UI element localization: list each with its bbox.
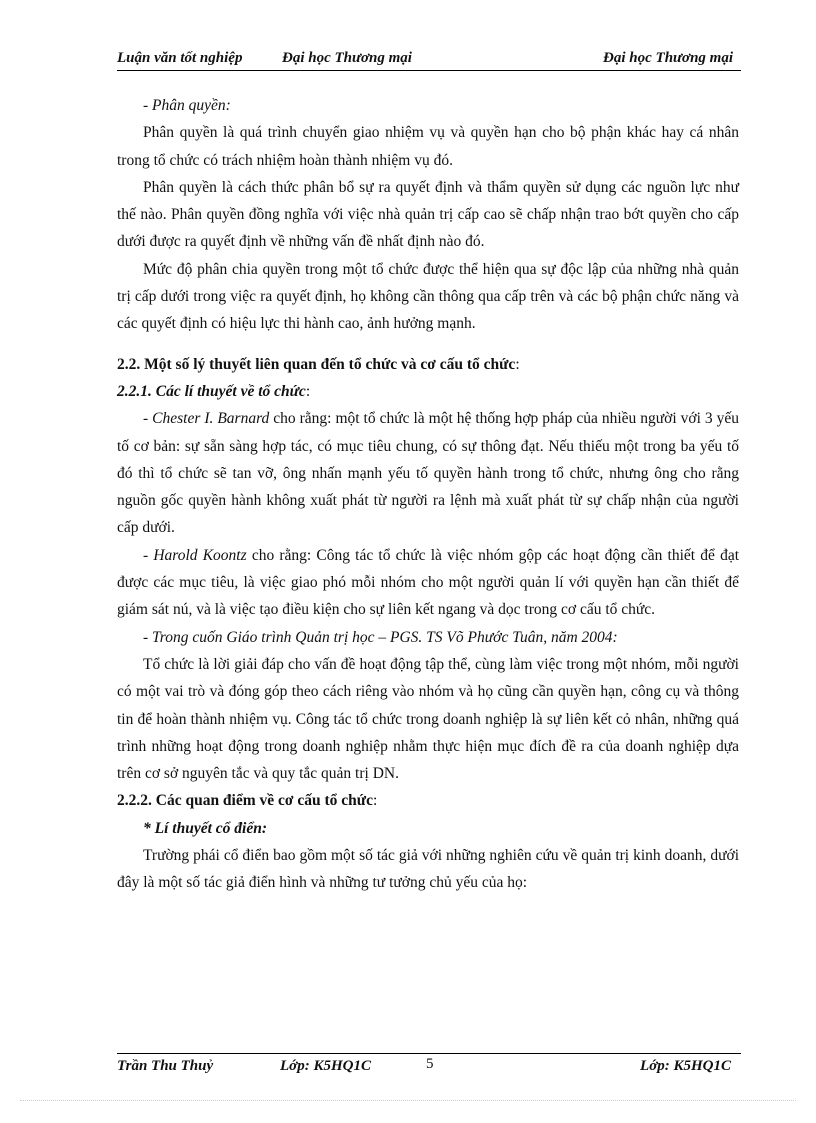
paragraph: Tổ chức là lời giải đáp cho vấn đề hoạt động tập thể, cùng làm việc trong một nhóm, mỗi người có một vai trò và đóng góp theo cách riêng vào nhóm và họ cũng cần quyền hạn, công cụ và thông tin để hoàn thành nhiệm vụ. Công tác tổ chức trong doanh nghiệp là sự liên kết cỏ nhân, những quá trình những hoạt động trong doanh nghiệp nhằm thực hiện mục đích đề ra của doanh nghiệp dựa trên cơ sở nguyên tắc và quy tắc quản trị DN.: [117, 655, 739, 783]
section-heading-2-2-1-text: 2.2.1. Các lí thuyết về tổ chức: [117, 382, 306, 400]
author-koontz: - Harold Koontz: [143, 546, 247, 564]
subheading-phan-quyen: - Phân quyền:: [143, 97, 231, 114]
header-thesis-label: Luận văn tốt nghiệp: [117, 50, 243, 66]
subheading-classical-theory: * Lí thuyết cổ điển:: [143, 819, 267, 837]
section-heading-2-2-2-text: 2.2.2. Các quan điểm về cơ cấu tổ chức: [117, 792, 373, 810]
section-heading-2-2-colon: :: [515, 355, 520, 373]
paragraph-barnard-text: cho rằng: một tổ chức là một hệ thống hợp pháp của nhiều người với 3 yếu tố cơ bản: sự sẵn sàng hợp tác, có mục tiêu chung, có sự thông đạt. Nếu thiếu một trong ba yếu tố đó thì tổ chức sẽ tan vỡ, ông nhấn mạnh yếu tố quyền hành trong tổ chức, nhưng ông cho rằng nguồn gốc quyền hành không xuất phát từ người ra lệnh mà xuất phát từ sự chấp nhận của người cấp dưới.: [117, 410, 740, 537]
page-header: [117, 50, 741, 70]
header-university-left: Đại học Thương mại: [282, 50, 412, 66]
paragraph: Mức độ phân chia quyền trong một tổ chức được thể hiện qua sự độc lập của những nhà quản trị cấp dưới trong việc ra quyết định, họ không cần thông qua cấp trên và các bộ phận chức năng và các quyết định có hiệu lực thi hành cao, ảnh hưởng mạnh.: [117, 260, 739, 333]
paragraph-textbook-reference: - Trong cuốn Giáo trình Quản trị học – PGS. TS Võ Phước Tuân, năm 2004:: [143, 628, 618, 646]
page-footer: [117, 1058, 741, 1078]
paragraph: Trường phái cổ điển bao gồm một số tác giả với những nghiên cứu về quản trị kinh doanh, dưới đây là một số tác giả điển hình và những tư tưởng chủ yếu của họ:: [117, 847, 739, 892]
paragraph-barnard: [117, 405, 739, 541]
section-heading-2-2-1-colon: :: [305, 382, 311, 400]
section-heading-2-2: [117, 351, 739, 378]
paragraph-koontz: [117, 542, 739, 624]
page-bottom-edge: [20, 1100, 796, 1101]
header-university-right: Đại học Thương mại: [603, 50, 733, 66]
footer-author: Trần Thu Thuỷ: [117, 1058, 214, 1074]
section-heading-2-2-text: 2.2. Một số lý thuyết liên quan đến tổ chức và cơ cấu tổ chức: [117, 355, 516, 373]
section-heading-2-2-2-colon: :: [372, 792, 378, 810]
footer-divider: [117, 1053, 741, 1054]
section-heading-2-2-1: [117, 378, 739, 405]
document-body: [117, 92, 739, 897]
header-divider: [117, 70, 741, 71]
paragraph-koontz-text: cho rằng: Công tác tổ chức là việc nhóm gộp các hoạt động cần thiết để đạt được các mục tiêu, là việc giao phó mỗi nhóm cho một người quản lí với quyền hạn cần thiết để giám sát nú, và là việc tạo điều kiện cho sự liên kết ngang và dọc trong cơ cấu tổ chức.: [117, 546, 740, 619]
page-number: 5: [426, 1056, 434, 1072]
paragraph: Phân quyền là quá trình chuyển giao nhiệm vụ và quyền hạn cho bộ phận khác hay cá nhân trong tổ chức có trách nhiệm hoàn thành nhiệm vụ đó.: [117, 124, 739, 169]
footer-class-right: Lớp: K5HQ1C: [640, 1058, 731, 1074]
spacer: [117, 338, 739, 351]
author-barnard: - Chester I. Barnard: [143, 410, 270, 428]
footer-class-left: Lớp: K5HQ1C: [280, 1058, 371, 1074]
section-heading-2-2-2: [117, 787, 739, 814]
paragraph: Phân quyền là cách thức phân bổ sự ra quyết định và thẩm quyền sử dụng các nguồn lực như thế nào. Phân quyền đồng nghĩa với việc nhà quản trị cấp cao sẽ chấp nhận trao bớt quyền cho cấp dưới được ra quyết định về những vấn đề nhất định nào đó.: [117, 178, 739, 251]
